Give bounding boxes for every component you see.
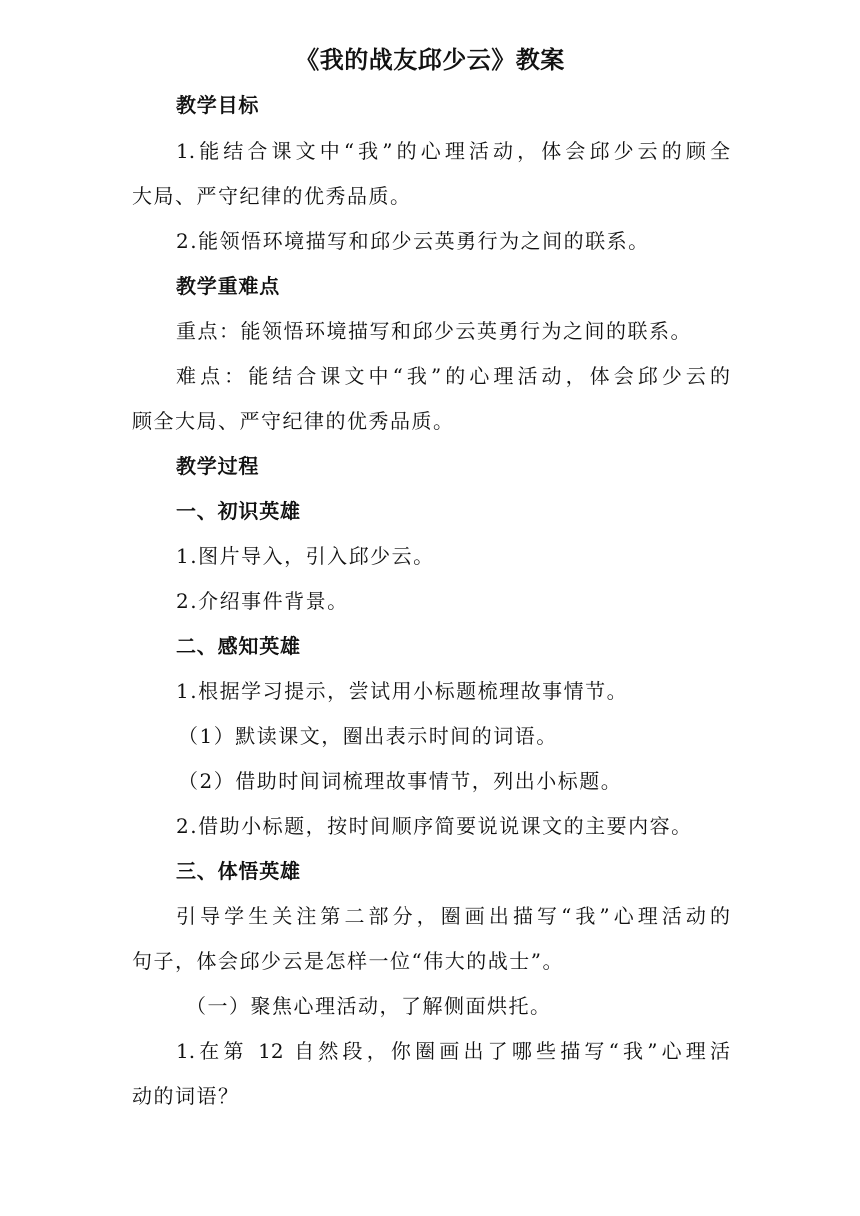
section-heading-part-one: 一、初识英雄 (176, 499, 301, 523)
paragraph-line: 2.介绍事件背景。 (176, 589, 349, 613)
paragraph-line: 引导学生关注第二部分，圈画出描写“我”心理活动的 (176, 904, 730, 928)
paragraph-line: 难点：能结合课文中“我”的心理活动，体会邱少云的 (176, 364, 730, 388)
document-title: 《我的战友邱少云》教案 (295, 46, 565, 74)
section-heading-part-two: 二、感知英雄 (176, 634, 301, 658)
paragraph-line: 1.根据学习提示，尝试用小标题梳理故事情节。 (176, 679, 629, 703)
paragraph-line: （2）借助时间词梳理故事情节，列出小标题。 (178, 769, 623, 793)
section-heading-part-three: 三、体悟英雄 (176, 859, 301, 883)
paragraph-line: 1.图片导入，引入邱少云。 (176, 544, 435, 568)
paragraph-line: 2.能领悟环境描写和邱少云英勇行为之间的联系。 (176, 229, 650, 253)
subsection-heading-one: （一）聚焦心理活动，了解侧面烘托。 (186, 994, 552, 1018)
paragraph-line: 大局、严守纪律的优秀品质。 (132, 184, 412, 208)
paragraph-line: 句子，体会邱少云是怎样一位“伟大的战士”。 (132, 949, 564, 973)
paragraph-line: 2.借助小标题，按时间顺序简要说说课文的主要内容。 (176, 814, 693, 838)
paragraph-line: 1.在第 12 自然段，你圈画出了哪些描写“我”心理活 (176, 1039, 730, 1063)
paragraph-line: 动的词语？ (132, 1084, 240, 1108)
paragraph-line: 重点：能领悟环境描写和邱少云英勇行为之间的联系。 (176, 319, 692, 343)
paragraph-line: 顾全大局、严守纪律的优秀品质。 (132, 409, 455, 433)
section-heading-teaching-process: 教学过程 (176, 454, 260, 478)
section-heading-key-difficulties: 教学重难点 (176, 274, 280, 298)
paragraph-line: 1.能结合课文中“我”的心理活动，体会邱少云的顾全 (176, 139, 730, 163)
paragraph-line: （1）默读课文，圈出表示时间的词语。 (178, 724, 558, 748)
section-heading-teaching-goals: 教学目标 (176, 93, 260, 117)
